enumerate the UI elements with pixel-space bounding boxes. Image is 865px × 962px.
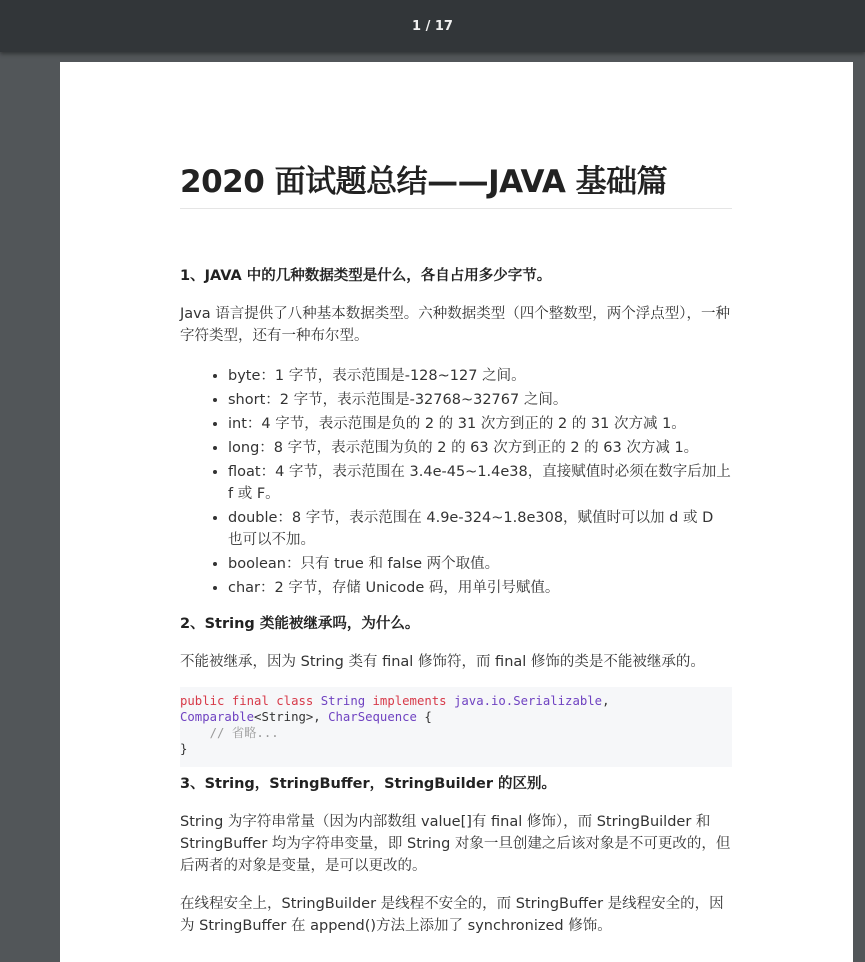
code-token: ,	[313, 710, 329, 724]
code-comment: // 省略...	[180, 726, 279, 740]
list-item: • short：2 字节，表示范围是-32768~32767 之间。	[228, 389, 732, 411]
pdf-toolbar	[0, 0, 865, 52]
code-token: java.io.Serializable	[453, 694, 603, 708]
list-item: • boolean：只有 true 和 false 两个取值。	[228, 553, 732, 575]
list-item: • char：2 字节，存储 Unicode 码，用单引号赋值。	[228, 577, 732, 599]
code-token: class	[276, 694, 314, 708]
code-token: String	[320, 694, 366, 708]
list-item: • double：8 字节，表示范围在 4.9e-324~1.8e308，赋值时可以加 d 或 D 也可以不加。	[228, 507, 732, 551]
code-token: public	[180, 694, 225, 708]
code-token: CharSequence	[328, 710, 417, 724]
paragraph: 在线程安全上，StringBuilder 是线程不安全的，而 StringBuffer 是线程安全的，因为 StringBuffer 在 append()方法上添加了 synchronized 修饰。	[180, 896, 724, 934]
pdf-page	[60, 62, 853, 962]
code-token: <String>	[254, 710, 314, 724]
list-item: • byte：1 字节，表示范围是-128~127 之间。	[228, 365, 732, 387]
code-token: implements	[372, 694, 447, 708]
list-item: • long：8 字节，表示范围为负的 2 的 63 次方到正的 2 的 63 次方减 1。	[228, 437, 732, 459]
code-token: }	[180, 742, 188, 756]
section-heading-2: 2、String 类能被继承吗，为什么。	[180, 616, 420, 632]
page-content	[180, 160, 732, 937]
code-token: ,	[602, 694, 610, 708]
paragraph: 不能被继承，因为 String 类有 final 修饰符，而 final 修饰的类是不能被继承的。	[180, 654, 705, 670]
paragraph: String 为字符串常量（因为内部数组 value[]有 final 修饰），而 StringBuilder 和 StringBuffer 均为字符串变量，即 String 对象一旦创建之后该对象是不可更改的，但后两者的对象是变量，是可以更改的。	[180, 814, 731, 874]
code-token: Comparable	[180, 710, 255, 724]
code-block	[180, 687, 732, 767]
code-token: {	[416, 710, 432, 724]
section-heading-1: 1、JAVA 中的几种数据类型是什么，各自占用多少字节。	[180, 268, 552, 284]
paragraph: Java 语言提供了八种基本数据类型。六种数据类型（四个整数型，两个浮点型），一种字符类型，还有一种布尔型。	[180, 306, 730, 344]
list-item: • float：4 字节，表示范围在 3.4e-45~1.4e38，直接赋值时必须在数字后加上 f 或 F。	[228, 461, 732, 505]
document-title: 2020 面试题总结——JAVA 基础篇	[180, 160, 732, 209]
code-token: final	[231, 694, 269, 708]
data-types-list	[180, 365, 732, 599]
page-indicator: 1 / 17	[412, 18, 453, 34]
list-item: • int：4 字节，表示范围是负的 2 的 31 次方到正的 2 的 31 次方减 1。	[228, 413, 732, 435]
section-heading-3: 3、String，StringBuffer，StringBuilder 的区别。	[180, 776, 557, 792]
